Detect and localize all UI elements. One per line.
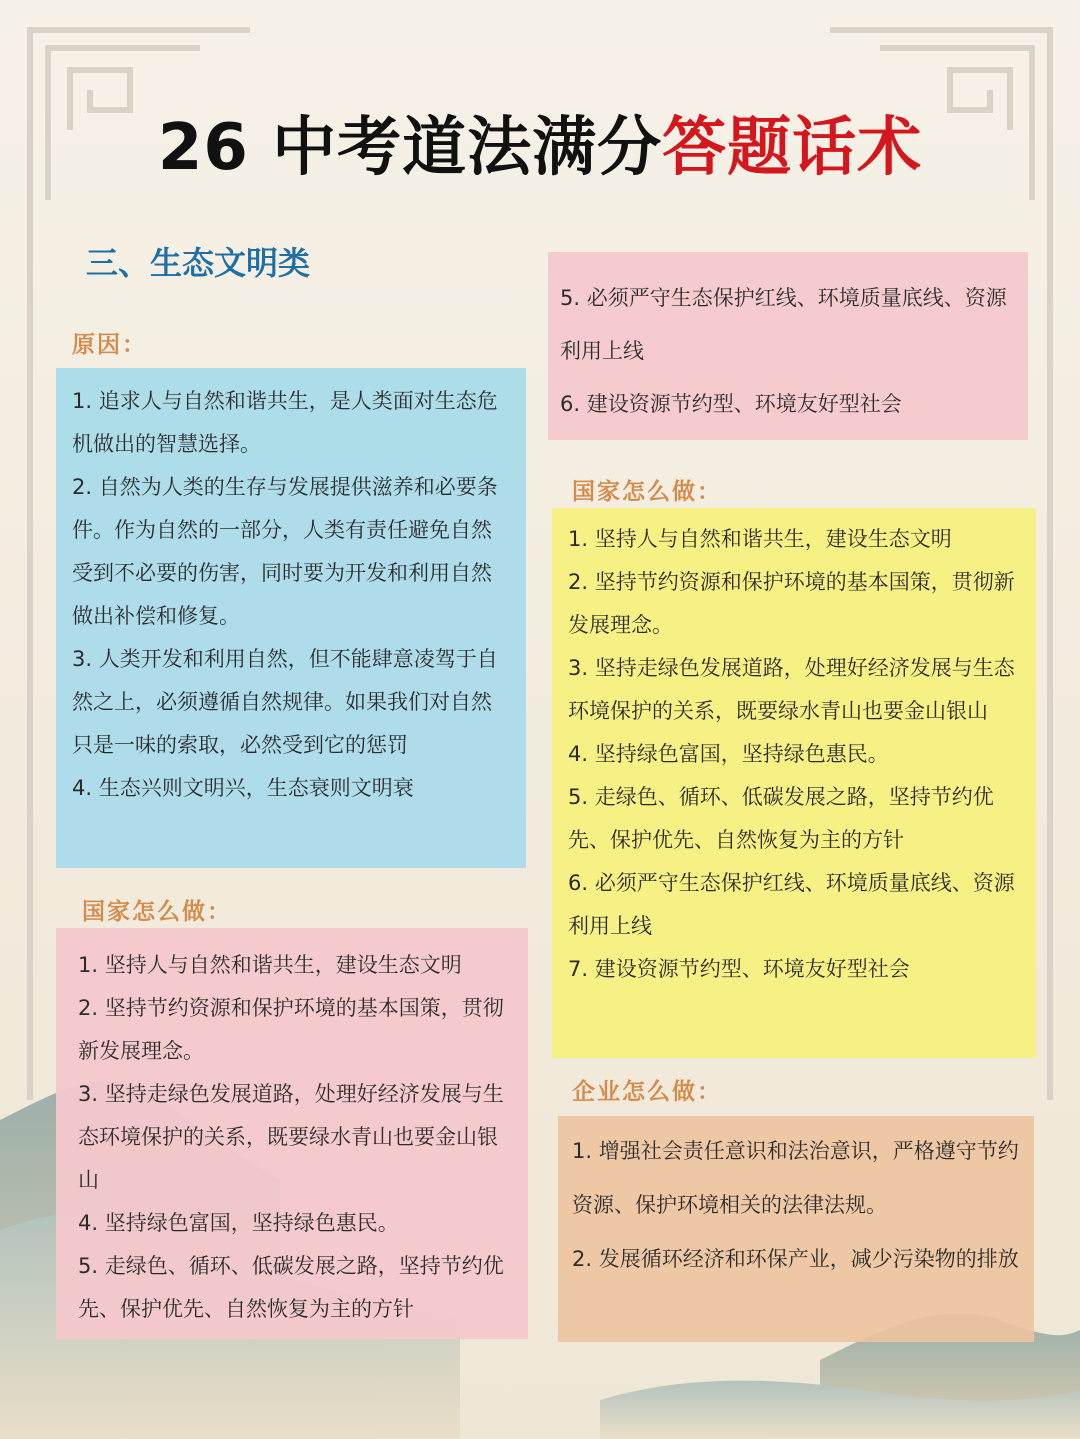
reason-item: 4. 生态兴则文明兴，生态衰则文明衰 <box>72 776 414 800</box>
label-enterprise: 企业怎么做： <box>572 1078 722 1105</box>
country-item: 5. 走绿色、循环、低碳发展之路，坚持节约优先、保护优先、自然恢复为主的方针 <box>568 785 994 852</box>
country-item: 3. 坚持走绿色发展道路，处理好经济发展与生态环境保护的关系，既要绿水青山也要金山银山 <box>568 656 1015 723</box>
enterprise-box <box>558 1116 1034 1342</box>
enterprise-item: 1. 增强社会责任意识和法治意识，严格遵守节约资源、保护环境相关的法律法规。 <box>572 1139 1019 1217</box>
country-box-right <box>552 508 1036 1058</box>
reason-item: 2. 自然为人类的生存与发展提供滋养和必要条件。作为自然的一部分，人类有责任避免自然受到不必要的伤害，同时要为开发和利用自然做出补偿和修复。 <box>72 475 498 628</box>
label-country-left: 国家怎么做： <box>82 898 232 925</box>
page-title <box>0 96 1080 188</box>
enterprise-item: 2. 发展循环经济和环保产业，减少污染物的排放 <box>572 1247 1019 1271</box>
continued-item: 5. 必须严守生态保护红线、环境质量底线、资源利用上线 <box>560 286 1007 363</box>
country-item: 7. 建设资源节约型、环境友好型社会 <box>568 957 910 981</box>
reason-item: 1. 追求人与自然和谐共生，是人类面对生态危机做出的智慧选择。 <box>72 389 498 456</box>
reason-item: 3. 人类开发和利用自然，但不能肆意凌驾于自然之上，必须遵循自然规律。如果我们对自然只是一味的索取，必然受到它的惩罚 <box>72 647 498 757</box>
country-item: 5. 走绿色、循环、低碳发展之路，坚持节约优先、保护优先、自然恢复为主的方针 <box>78 1254 504 1321</box>
title-part-black: 26 中考道法满分 <box>157 111 663 185</box>
country-item: 4. 坚持绿色富国，坚持绿色惠民。 <box>78 1211 399 1235</box>
continued-box-right <box>548 252 1028 440</box>
label-country-right: 国家怎么做： <box>572 478 722 505</box>
section-heading: 三、生态文明类 <box>86 244 311 282</box>
country-box-left <box>56 928 528 1339</box>
country-item: 2. 坚持节约资源和保护环境的基本国策，贯彻新发展理念。 <box>568 570 1015 637</box>
continued-item: 6. 建设资源节约型、环境友好型社会 <box>560 392 902 416</box>
country-item: 2. 坚持节约资源和保护环境的基本国策，贯彻新发展理念。 <box>78 996 504 1063</box>
reasons-box <box>56 368 526 868</box>
country-item: 4. 坚持绿色富国，坚持绿色惠民。 <box>568 742 889 766</box>
label-reasons: 原因： <box>72 331 147 358</box>
country-item: 1. 坚持人与自然和谐共生，建设生态文明 <box>568 527 952 551</box>
title-part-red: 答题话术 <box>662 111 923 185</box>
country-item: 3. 坚持走绿色发展道路，处理好经济发展与生态环境保护的关系，既要绿水青山也要金山银山 <box>78 1082 504 1192</box>
country-item: 6. 必须严守生态保护红线、环境质量底线、资源利用上线 <box>568 871 1015 938</box>
country-item: 1. 坚持人与自然和谐共生，建设生态文明 <box>78 953 462 977</box>
